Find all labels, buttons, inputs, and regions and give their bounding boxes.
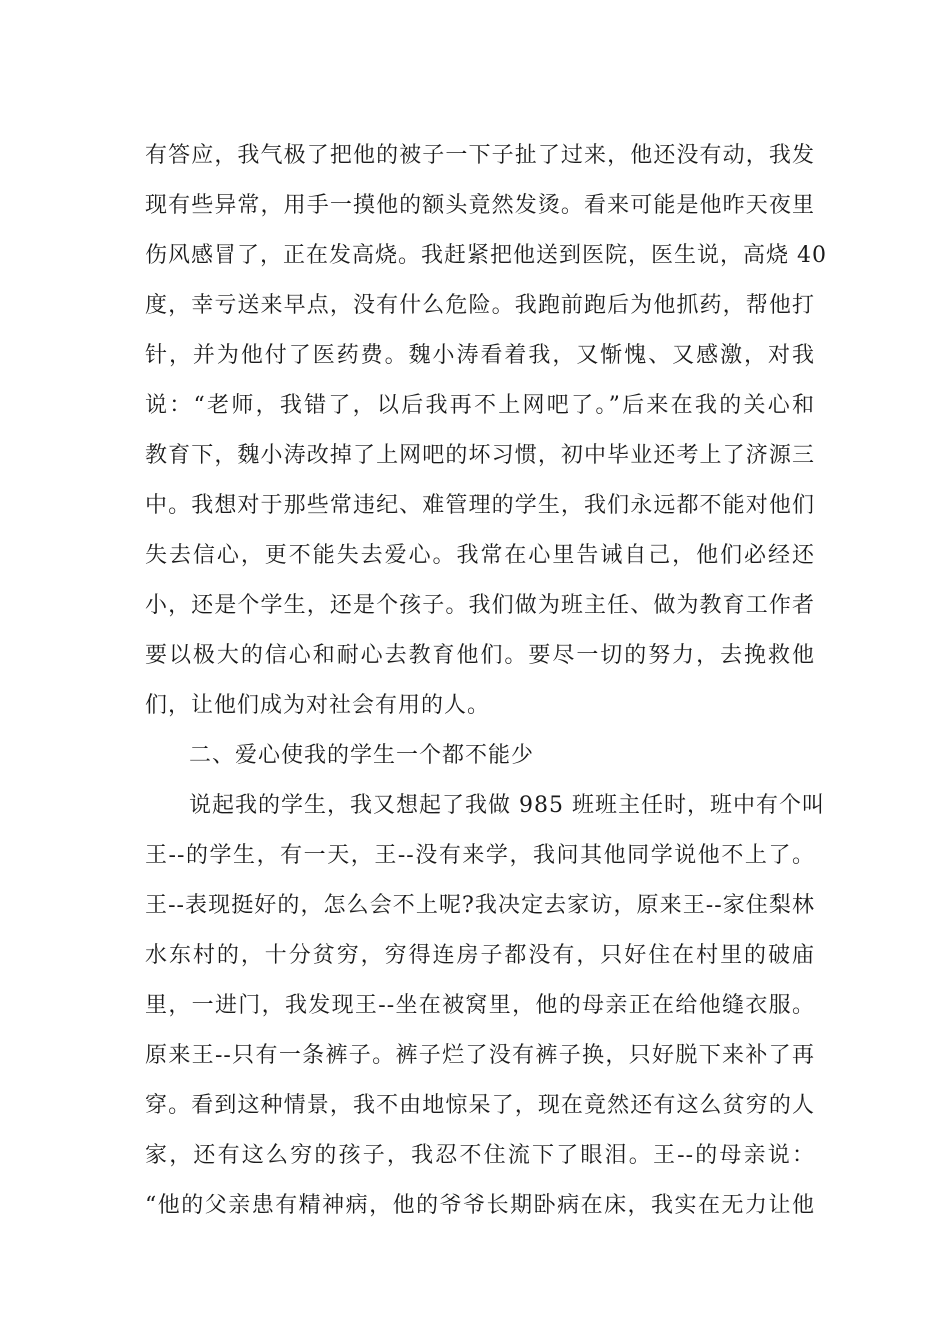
- text-line: 现有些异常，用手一摸他的额头竟然发烫。看来可能是他昨天夜里: [145, 193, 815, 218]
- text-line: 有答应，我气极了把他的被子一下子扯了过来，他还没有动，我发: [145, 143, 815, 168]
- section-heading: 二、爱心使我的学生一个都不能少: [189, 743, 535, 768]
- text-line: 教育下，魏小涛改掉了上网吧的坏习惯，初中毕业还考上了济源三: [145, 443, 815, 468]
- text-line: 家，还有这么穷的孩子，我忍不住流下了眼泪。王--的母亲说：: [145, 1143, 815, 1168]
- text-line: 们，让他们成为对社会有用的人。: [145, 693, 491, 718]
- text-line: 要以极大的信心和耐心去教育他们。要尽一切的努力，去挽救他: [145, 643, 815, 668]
- text-line: “他的父亲患有精神病，他的爷爷长期卧病在床，我实在无力让他: [145, 1193, 815, 1218]
- text-line: 针，并为他付了医药费。魏小涛看着我，又惭愧、又感激，对我: [145, 343, 815, 368]
- text-line: 原来王--只有一条裤子。裤子烂了没有裤子换，只好脱下来补了再: [145, 1043, 815, 1068]
- text-line: 王--的学生，有一天，王--没有来学，我问其他同学说他不上了。: [145, 843, 815, 868]
- text-line: 说：“老师，我错了，以后我再不上网吧了。”后来在我的关心和: [145, 393, 815, 418]
- text-line: 穿。看到这种情景，我不由地惊呆了，现在竟然还有这么贫穷的人: [145, 1093, 815, 1118]
- document-body: [145, 131, 827, 1231]
- text-line: 小，还是个学生，还是个孩子。我们做为班主任、做为教育工作者: [145, 593, 815, 618]
- text-line: 中。我想对于那些常违纪、难管理的学生，我们永远都不能对他们: [145, 493, 815, 518]
- text-line: 说起我的学生，我又想起了我做 985 班班主任时，班中有个叫: [189, 793, 825, 818]
- text-line: 水东村的，十分贫穷，穷得连房子都没有，只好住在村里的破庙: [145, 943, 815, 968]
- text-line: 王--表现挺好的，怎么会不上呢?我决定去家访，原来王--家住梨林: [145, 893, 815, 918]
- text-line: 里，一进门，我发现王--坐在被窝里，他的母亲正在给他缝衣服。: [145, 993, 815, 1018]
- text-line: 伤风感冒了，正在发高烧。我赶紧把他送到医院，医生说，高烧 40: [145, 243, 827, 268]
- text-line: 度，幸亏送来早点，没有什么危险。我跑前跑后为他抓药，帮他打: [145, 293, 815, 318]
- text-line: 失去信心，更不能失去爱心。我常在心里告诫自己，他们必经还: [145, 543, 815, 568]
